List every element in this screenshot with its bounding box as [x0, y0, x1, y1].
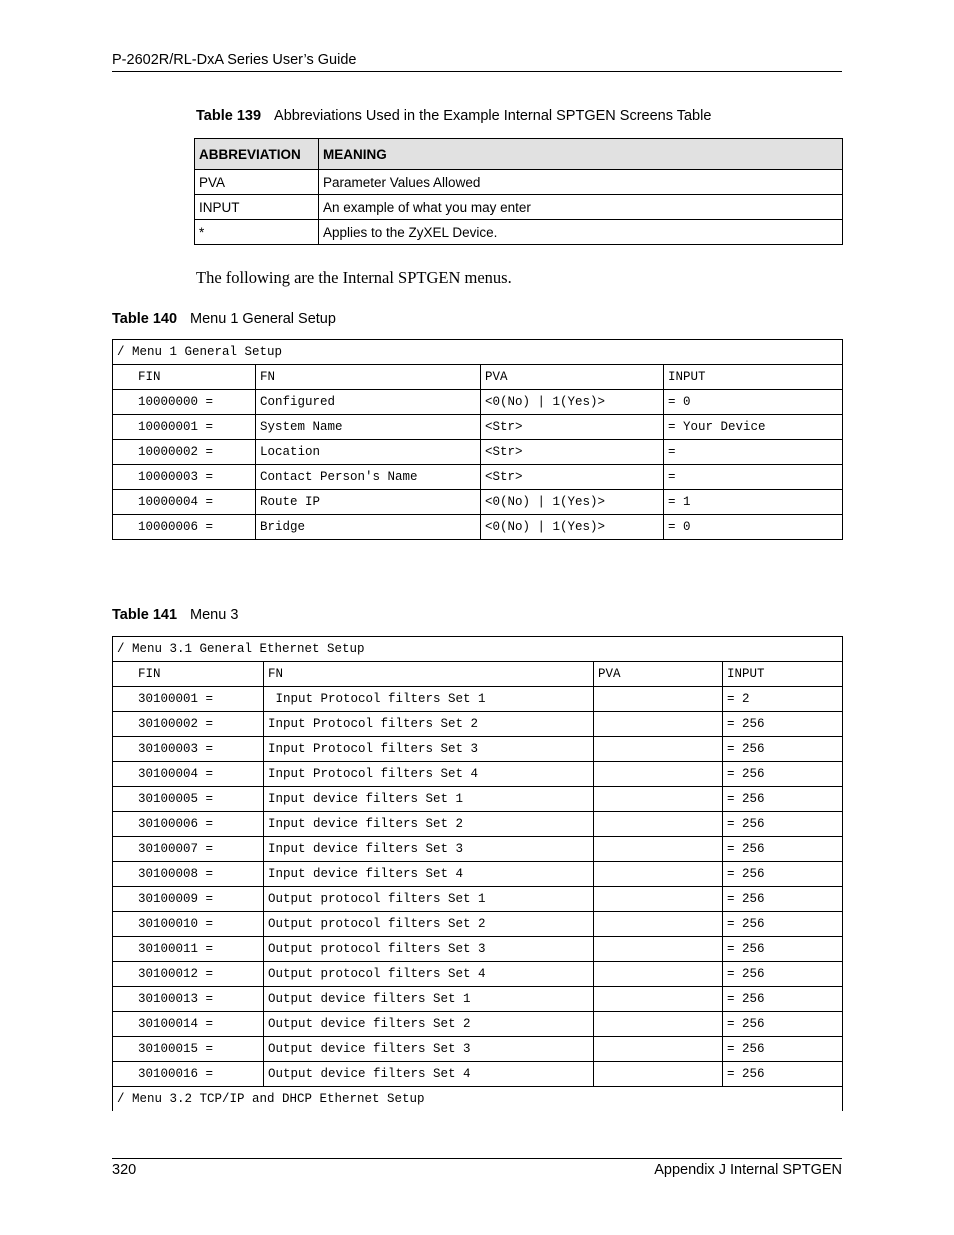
fn-cell: Input device filters Set 3	[264, 837, 594, 862]
fn-cell: Output protocol filters Set 2	[264, 912, 594, 937]
input-cell: = 256	[723, 837, 843, 862]
fn-cell: Input Protocol filters Set 1	[264, 687, 594, 712]
table-row	[113, 515, 843, 540]
input-cell: = 256	[723, 787, 843, 812]
pva-cell	[594, 987, 723, 1012]
column-header-abbreviation: ABBREVIATION	[195, 139, 319, 170]
table-row	[113, 465, 843, 490]
pva-cell: <Str>	[481, 440, 664, 465]
pva-cell: <0(No) | 1(Yes)>	[481, 515, 664, 540]
pva-cell	[594, 1037, 723, 1062]
pva-cell	[594, 937, 723, 962]
fn-cell: Route IP	[256, 490, 481, 515]
fin-cell: 30100006 =	[113, 812, 264, 837]
input-cell: = 256	[723, 812, 843, 837]
running-header: P-2602R/RL-DxA Series User’s Guide	[112, 52, 357, 68]
table-141-caption	[112, 607, 238, 623]
fn-cell: Input device filters Set 2	[264, 812, 594, 837]
pva-cell	[594, 962, 723, 987]
table-140-title: Menu 1 General Setup	[190, 311, 336, 327]
table-row	[113, 1012, 843, 1037]
column-header-meaning: MEANING	[319, 139, 843, 170]
menu-3-table	[112, 636, 843, 1111]
table-row	[113, 787, 843, 812]
input-cell: = 2	[723, 687, 843, 712]
input-cell: = 256	[723, 762, 843, 787]
fn-cell: Input Protocol filters Set 4	[264, 762, 594, 787]
footer-rule	[112, 1158, 842, 1159]
column-header-fn: FN	[256, 365, 481, 390]
fin-cell: 10000002 =	[113, 440, 256, 465]
table-row	[195, 170, 843, 195]
fin-cell: 10000000 =	[113, 390, 256, 415]
fin-cell: 10000004 =	[113, 490, 256, 515]
section-row	[113, 637, 843, 662]
menu-1-general-setup-table	[112, 339, 843, 540]
pva-cell	[594, 712, 723, 737]
column-header-fin: FIN	[113, 662, 264, 687]
column-header-pva: PVA	[594, 662, 723, 687]
fin-cell: 30100010 =	[113, 912, 264, 937]
input-cell: = 0	[664, 390, 843, 415]
pva-cell	[594, 762, 723, 787]
pva-cell	[594, 887, 723, 912]
table-header-row	[195, 139, 843, 170]
table-139-title: Abbreviations Used in the Example Internal SPTGEN Screens Table	[274, 108, 712, 124]
pva-cell	[594, 687, 723, 712]
fn-cell: Input Protocol filters Set 2	[264, 712, 594, 737]
input-cell: = 256	[723, 962, 843, 987]
pva-cell: <0(No) | 1(Yes)>	[481, 390, 664, 415]
table-header-row	[113, 365, 843, 390]
table-row	[113, 712, 843, 737]
fn-cell: Output device filters Set 4	[264, 1062, 594, 1087]
column-header-fin: FIN	[113, 365, 256, 390]
table-140-caption	[112, 311, 336, 327]
fn-cell: Output protocol filters Set 1	[264, 887, 594, 912]
table-row	[113, 1062, 843, 1087]
table-row	[113, 762, 843, 787]
section-label: / Menu 3.2 TCP/IP and DHCP Ethernet Setup	[113, 1087, 843, 1112]
fin-cell: 10000006 =	[113, 515, 256, 540]
section-label: / Menu 1 General Setup	[113, 340, 843, 365]
meaning-cell: Applies to the ZyXEL Device.	[319, 220, 843, 245]
table-140-number: Table 140	[112, 311, 178, 327]
fin-cell: 10000003 =	[113, 465, 256, 490]
input-cell: = 256	[723, 737, 843, 762]
column-header-fn: FN	[264, 662, 594, 687]
table-row	[113, 912, 843, 937]
table-139-caption	[196, 108, 711, 124]
input-cell: = 256	[723, 987, 843, 1012]
input-cell: = 0	[664, 515, 843, 540]
table-row	[113, 737, 843, 762]
fin-cell: 30100003 =	[113, 737, 264, 762]
section-row	[113, 1087, 843, 1112]
fin-cell: 30100014 =	[113, 1012, 264, 1037]
fin-cell: 30100002 =	[113, 712, 264, 737]
pva-cell: <0(No) | 1(Yes)>	[481, 490, 664, 515]
meaning-cell: An example of what you may enter	[319, 195, 843, 220]
table-row	[195, 195, 843, 220]
fn-cell: Output device filters Set 3	[264, 1037, 594, 1062]
fin-cell: 30100016 =	[113, 1062, 264, 1087]
table-row	[113, 937, 843, 962]
input-cell: = 256	[723, 862, 843, 887]
column-header-input: INPUT	[664, 365, 843, 390]
fin-cell: 30100005 =	[113, 787, 264, 812]
pva-cell	[594, 787, 723, 812]
input-cell: = 256	[723, 1062, 843, 1087]
fin-cell: 10000001 =	[113, 415, 256, 440]
abbreviation-cell: *	[195, 220, 319, 245]
fn-cell: Input Protocol filters Set 3	[264, 737, 594, 762]
footer-section-title: Appendix J Internal SPTGEN	[654, 1162, 842, 1178]
fin-cell: 30100007 =	[113, 837, 264, 862]
page-number: 320	[112, 1162, 137, 1178]
table-row	[113, 1037, 843, 1062]
table-row	[113, 887, 843, 912]
table-141-number: Table 141	[112, 607, 178, 623]
fn-cell: System Name	[256, 415, 481, 440]
fin-cell: 30100004 =	[113, 762, 264, 787]
table-row	[113, 837, 843, 862]
fn-cell: Location	[256, 440, 481, 465]
pva-cell	[594, 1062, 723, 1087]
fin-cell: 30100009 =	[113, 887, 264, 912]
intro-paragraph: The following are the Internal SPTGEN menus.	[196, 268, 512, 287]
section-row	[113, 340, 843, 365]
table-row	[113, 687, 843, 712]
table-row	[113, 987, 843, 1012]
input-cell: = 256	[723, 912, 843, 937]
section-label: / Menu 3.1 General Ethernet Setup	[113, 637, 843, 662]
pva-cell: <Str>	[481, 465, 664, 490]
fin-cell: 30100013 =	[113, 987, 264, 1012]
table-139-number: Table 139	[196, 108, 262, 124]
table-141-title: Menu 3	[190, 607, 239, 623]
pva-cell	[594, 812, 723, 837]
table-header-row	[113, 662, 843, 687]
column-header-input: INPUT	[723, 662, 843, 687]
pva-cell	[594, 1012, 723, 1037]
table-row	[113, 862, 843, 887]
fn-cell: Configured	[256, 390, 481, 415]
fn-cell: Output protocol filters Set 3	[264, 937, 594, 962]
input-cell: =	[664, 440, 843, 465]
table-row	[113, 962, 843, 987]
fin-cell: 30100011 =	[113, 937, 264, 962]
header-rule	[112, 71, 842, 72]
meaning-cell: Parameter Values Allowed	[319, 170, 843, 195]
fin-cell: 30100008 =	[113, 862, 264, 887]
pva-cell	[594, 912, 723, 937]
input-cell: = 256	[723, 712, 843, 737]
input-cell: =	[664, 465, 843, 490]
fin-cell: 30100012 =	[113, 962, 264, 987]
input-cell: = 256	[723, 1037, 843, 1062]
abbreviation-cell: INPUT	[195, 195, 319, 220]
fn-cell: Contact Person's Name	[256, 465, 481, 490]
table-row	[113, 490, 843, 515]
fn-cell: Input device filters Set 4	[264, 862, 594, 887]
abbreviations-table	[194, 138, 843, 245]
input-cell: = 256	[723, 887, 843, 912]
fn-cell: Output protocol filters Set 4	[264, 962, 594, 987]
pva-cell	[594, 837, 723, 862]
input-cell: = 256	[723, 937, 843, 962]
table-row	[113, 415, 843, 440]
fin-cell: 30100015 =	[113, 1037, 264, 1062]
table-row	[113, 390, 843, 415]
column-header-pva: PVA	[481, 365, 664, 390]
input-cell: = Your Device	[664, 415, 843, 440]
fn-cell: Output device filters Set 2	[264, 1012, 594, 1037]
pva-cell	[594, 737, 723, 762]
abbreviation-cell: PVA	[195, 170, 319, 195]
pva-cell: <Str>	[481, 415, 664, 440]
fin-cell: 30100001 =	[113, 687, 264, 712]
pva-cell	[594, 862, 723, 887]
fn-cell: Output device filters Set 1	[264, 987, 594, 1012]
table-row	[195, 220, 843, 245]
table-row	[113, 440, 843, 465]
fn-cell: Bridge	[256, 515, 481, 540]
fn-cell: Input device filters Set 1	[264, 787, 594, 812]
input-cell: = 256	[723, 1012, 843, 1037]
table-row	[113, 812, 843, 837]
input-cell: = 1	[664, 490, 843, 515]
